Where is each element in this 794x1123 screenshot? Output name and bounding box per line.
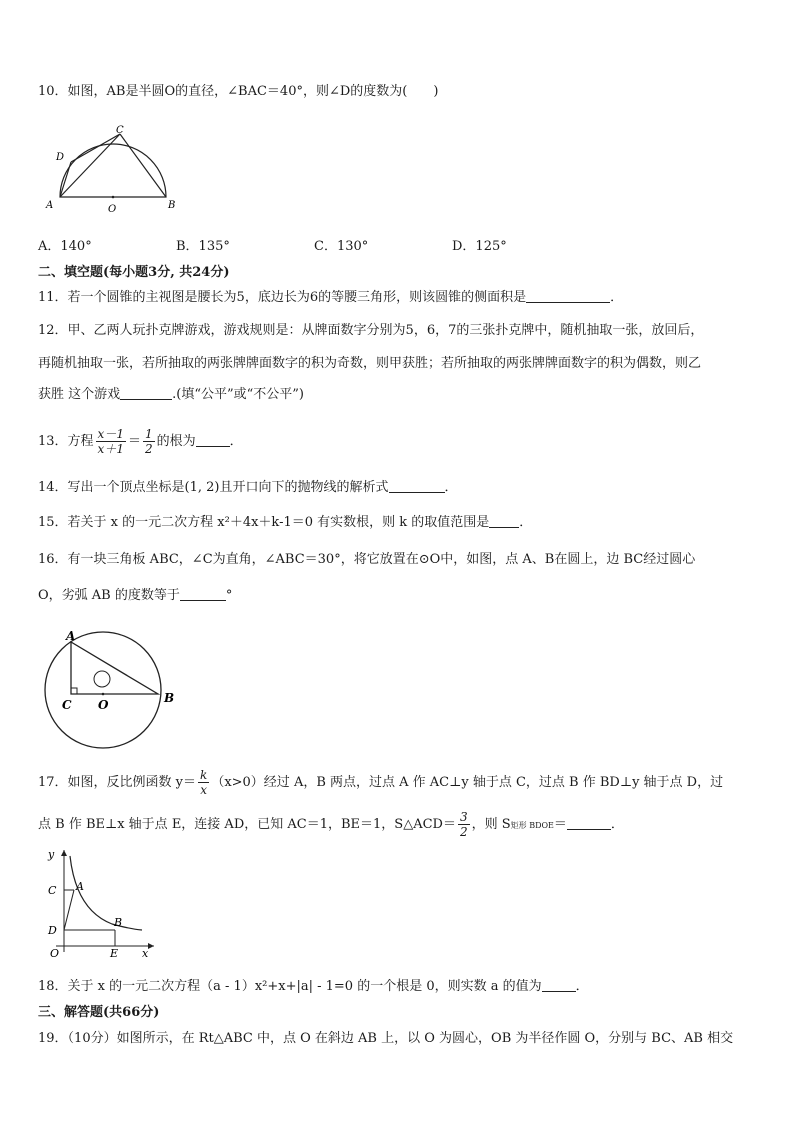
q17-line2: 点 B 作 BE⊥x 轴于点 E，连接 AD，已知 AC＝1，BE＝1，S△ACD＝ $\frac{3}{2}$ ，则 S矩形 BDOE＝ ． [38, 810, 624, 839]
q19: 19．（10分）如图所示，在 Rt△ABC 中，点 O 在斜边 AB 上，以 O 为圆心，OB 为半径作圆 O，分别与 BC、AB 相交 [38, 1031, 734, 1046]
q11-text: 11．若一个圆锥的主视图是腰长为5，底边长为6的等腰三角形，则该圆锥的侧面积是 [38, 290, 527, 305]
option-c[interactable]: C．130° [314, 239, 369, 254]
section-3-title: 三、解答题(共66分) [38, 1005, 160, 1020]
label-c: C [48, 884, 57, 897]
label-a: A [66, 629, 76, 643]
q14: 14．写出一个顶点坐标是(1, 2)且开口向下的抛物线的解析式 ． [38, 480, 458, 495]
q10-options [38, 238, 758, 256]
q12-line3 [38, 386, 758, 404]
q11-end: ． [610, 290, 624, 305]
q15-answer-blank[interactable] [489, 514, 519, 528]
q10-stem: 10．如图，AB是半圆O的直径，∠BAC＝40°，则∠D的度数为( ) [38, 84, 439, 99]
q13-answer-blank[interactable] [196, 433, 230, 447]
q17-fraction-3-over-2: $\frac{3}{2}$ [459, 810, 468, 839]
circle-o [45, 632, 161, 748]
q17-line1: 17．如图，反比例函数 y＝ $\frac{k}{x}$ （x>0）经过 A，B 两点，过点 A 作 AC⊥y 轴于点 C，过点 B 作 BD⊥y 轴于点 D，过 [38, 768, 724, 797]
q13-suffix: 的根为 [156, 434, 196, 449]
q11 [38, 289, 758, 307]
right-angle-mark [71, 688, 77, 694]
center-o [102, 693, 105, 696]
q12-line3b: .(填“公平”或“不公平”) [172, 387, 305, 402]
label-o: O [108, 204, 117, 215]
option-b[interactable]: B．135° [176, 239, 230, 254]
q13: 13．方程 $\frac{x-1}{x+1}$ ＝ $\frac{1}{2}$ 的根为 ． [38, 427, 243, 456]
label-c: C [116, 125, 124, 136]
q12-answer-blank[interactable] [120, 386, 172, 400]
q14-text: 14．写出一个顶点坐标是(1, 2)且开口向下的抛物线的解析式 [38, 480, 389, 495]
segment-ad [64, 890, 74, 930]
label-o: O [98, 698, 109, 712]
q14-answer-blank[interactable] [389, 479, 445, 493]
label-o: O [50, 947, 60, 958]
label-y: y [48, 848, 55, 861]
label-d: D [56, 152, 65, 163]
q13-fraction-right: $\frac{1}{2}$ [144, 427, 153, 456]
label-b: B [114, 916, 123, 929]
q17-fraction-k-over-x: $\frac{k}{x}$ [200, 768, 208, 797]
label-a: A [76, 880, 84, 893]
label-d: D [48, 924, 57, 937]
y-axis-arrow [61, 850, 67, 856]
chord-dc [71, 134, 120, 162]
hyperbola-curve [70, 856, 142, 930]
label-x: x [142, 947, 149, 958]
label-b: B [168, 200, 176, 211]
q18-answer-blank[interactable] [542, 978, 576, 992]
q13-prefix: 13．方程 [38, 434, 94, 449]
q16-circle-figure [40, 626, 190, 754]
section-2-title: 二、填空题(每小题3分, 共24分) [38, 265, 230, 280]
q16-line2: O，劣弧 AB 的度数等于 ° [38, 588, 233, 603]
q17-graph-figure [42, 846, 160, 958]
triangle-hole [94, 671, 110, 687]
label-c: C [62, 698, 72, 712]
q18: 18．关于 x 的一元二次方程（a - 1）x²+x+|a| - 1=0 的一个根是 0，则实数 a 的值为 ． [38, 979, 589, 994]
q18-text: 18．关于 x 的一元二次方程（a - 1）x²+x+|a| - 1=0 的一个根是 0，则实数 a 的值为 [38, 979, 542, 994]
x-axis-arrow [148, 943, 154, 949]
q12-line1: 12．甲、乙两人玩扑克牌游戏，游戏规则是：从牌面数字分别为5，6，7的三张扑克牌中，随机抽取一张，放回后， [38, 323, 704, 338]
q10-semicircle-figure [40, 120, 190, 215]
q16-line1: 16．有一块三角板 ABC，∠C为直角，∠ABC＝30°，将它放置在⊙O中，如图，点 A、B在圆上，边 BC经过圆心 [38, 552, 696, 567]
label-a: A [46, 200, 54, 211]
chord-ac [60, 134, 120, 197]
q12-line2: 再随机抽取一张，若所抽取的两张牌牌面数字的积为奇数，则甲获胜；若所抽取的两张牌牌面数字的积为偶数，则乙 [38, 356, 702, 371]
q13-fraction-left: $\frac{x-1}{x+1}$ [97, 427, 124, 456]
option-a[interactable]: A．140° [38, 239, 92, 254]
semicircle [60, 144, 166, 197]
label-e: E [110, 947, 119, 958]
q15-text: 15．若关于 x 的一元二次方程 x²＋4x＋k-1＝0 有实数根，则 k 的取值范围是 [38, 515, 490, 530]
center-o [112, 196, 115, 199]
q11-answer-blank[interactable] [526, 289, 610, 303]
q12-line3a: 获胜 这个游戏 [38, 387, 121, 402]
q17-answer-blank[interactable] [567, 816, 611, 830]
q15: 15．若关于 x 的一元二次方程 x²＋4x＋k-1＝0 有实数根，则 k 的取值范围是 ． [38, 515, 533, 530]
option-d[interactable]: D．125° [452, 239, 507, 254]
q16-answer-blank[interactable] [180, 587, 226, 601]
chord-bc [120, 134, 166, 197]
label-b: B [164, 691, 175, 705]
